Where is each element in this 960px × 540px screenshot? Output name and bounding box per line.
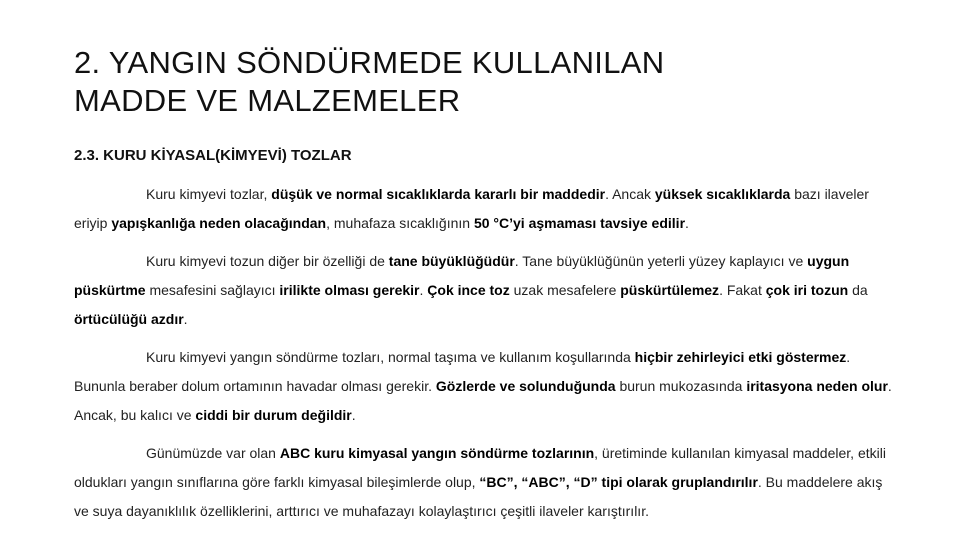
text-run: .	[685, 215, 689, 231]
bold-text-run: düşük ve normal sıcaklıklarda kararlı bir maddedir	[271, 186, 606, 202]
text-run: , muhafaza sıcaklığının	[326, 215, 474, 231]
text-run: . Ancak	[605, 186, 655, 202]
bold-text-run: uygun püskürtme	[74, 253, 850, 298]
body-text	[74, 180, 894, 535]
bold-text-run: ciddi bir durum değildir	[195, 407, 352, 423]
text-run: mesafesini sağlayıcı	[145, 282, 280, 298]
text-run: , üretiminde kullanılan kimyasal maddeler, etkili oldukları yangın sınıflarına göre farklı kimyasal bileşimlerde olup,	[74, 445, 886, 490]
paragraph	[74, 180, 894, 238]
text-run: burun mukozasında	[615, 378, 747, 394]
bold-text-run: ABC kuru kimyasal yangın söndürme tozlarının	[279, 445, 595, 461]
paragraph	[74, 247, 894, 334]
text-run: .	[419, 282, 428, 298]
bold-text-run: Gözlerde ve solunduğunda	[435, 378, 616, 394]
text-run: .	[183, 311, 188, 327]
bold-text-run: irilikte olması gerekir	[279, 282, 420, 298]
text-run: . Bu maddelere akış ve suya dayanıklılık özelliklerini, arttırıcı ve muhafazayı kolaylaştırıcı çeşitli ilaveler karıştırılır.	[74, 474, 883, 519]
bold-text-run: hiçbir zehirleyici etki göstermez	[634, 349, 847, 365]
paragraph	[74, 343, 894, 430]
text-run: .	[351, 407, 356, 423]
bold-text-run: çok iri tozun	[765, 282, 849, 298]
text-run: . Fakat	[719, 282, 766, 298]
text-run: uzak mesafelere	[509, 282, 621, 298]
bold-text-run: örtücülüğü azdır	[74, 311, 184, 327]
slide-title	[74, 44, 894, 120]
bold-text-run: iritasyona neden olur	[746, 378, 888, 394]
bold-text-run: yüksek sıcaklıklarda	[654, 186, 791, 202]
text-run: . Ancak, bu kalıcı ve	[74, 378, 892, 423]
bold-text-run: tane büyüklüğüdür	[388, 253, 515, 269]
bold-text-run: 50 °C’yi aşmaması tavsiye edilir	[473, 215, 686, 231]
bold-text-run: Çok ince toz	[427, 282, 510, 298]
paragraph	[74, 439, 894, 526]
text-run: da	[848, 282, 868, 298]
text-run: Kuru kimyevi yangın söndürme tozları, normal taşıma ve kullanım koşullarında	[146, 349, 635, 365]
text-run: bazı ilaveler eriyip	[74, 186, 869, 231]
text-run: Kuru kimyevi tozun diğer bir özelliği de	[146, 253, 389, 269]
text-run: . Tane büyüklüğünün yeterli yüzey kaplayıcı ve	[514, 253, 808, 269]
bold-text-run: “BC”, “ABC”, “D” tipi olarak gruplandırılır	[479, 474, 758, 490]
text-run: . Bununla beraber dolum ortamının havadar olması gerekir.	[74, 349, 851, 394]
bold-text-run: yapışkanlığa neden olacağından	[111, 215, 327, 231]
title-line-2: MADDE VE MALZEMELER	[74, 83, 461, 118]
title-line-1: 2. YANGIN SÖNDÜRMEDE KULLANILAN	[74, 45, 665, 80]
text-run: Günümüzde var olan	[146, 445, 280, 461]
text-run: Kuru kimyevi tozlar,	[146, 186, 272, 202]
bold-text-run: püskürtülemez	[620, 282, 720, 298]
section-heading: 2.3. KURU KİYASAL(KİMYEVİ) TOZLAR	[74, 147, 352, 164]
